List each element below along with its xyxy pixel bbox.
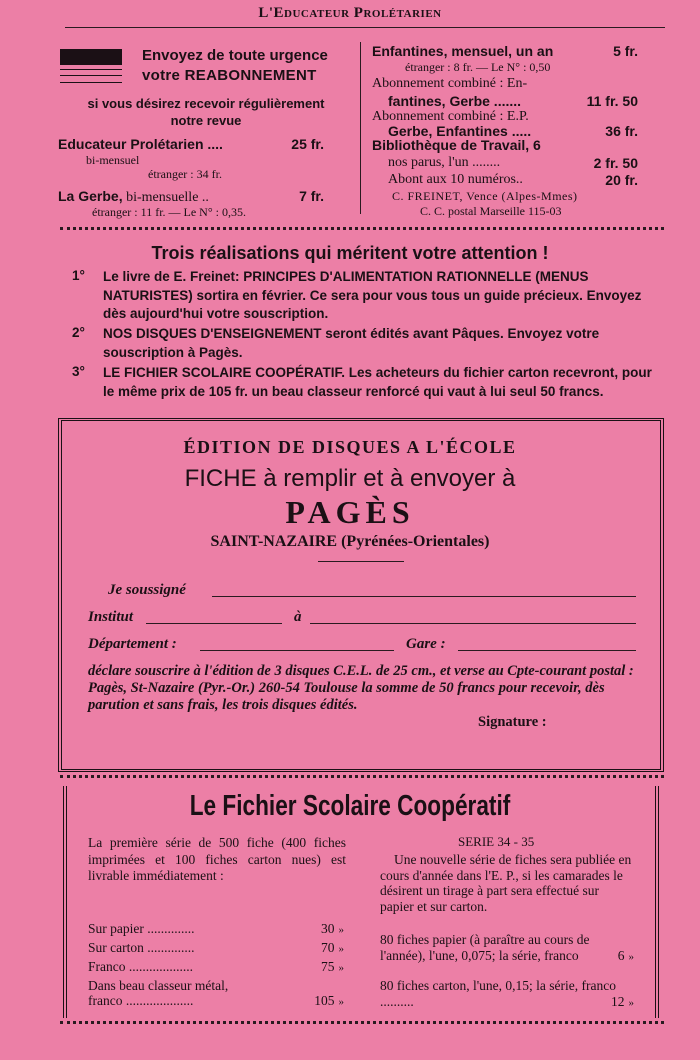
bibliotheque-line-a: Bibliothèque de Travail, 6 [372, 137, 541, 153]
institut-label: Institut [88, 609, 134, 625]
freinet-address: C. FREINET, Vence (Alpes-Mmes) [392, 189, 578, 203]
institut-field[interactable] [146, 623, 282, 624]
papier-series-text: 80 fiches papier (à paraître au cours de l'année), l'une, 0,075; la série, franco [380, 932, 590, 963]
fichier-price-classeur [88, 993, 344, 1009]
a-label: à [294, 609, 302, 625]
realisation-1-number: 1° [72, 268, 85, 283]
realisation-2-number: 2° [72, 325, 85, 340]
serie-label: SERIE 34 - 35 [458, 834, 535, 849]
header-rule [65, 27, 665, 28]
combo-1-text-a: Abonnement combiné : En- [372, 76, 528, 91]
realisation-3-number: 3° [72, 364, 85, 379]
carton-label: Sur carton .............. [88, 940, 195, 955]
fichier-right-border [655, 786, 659, 1018]
fichier-intro: La première série de 500 fiche (400 fiches imprimées et 100 fiches carton nues) est livrable immédiatement : [88, 835, 346, 883]
fichier-title: Le Fichier Scolaire Coopératif [189, 790, 511, 822]
signature-label: Signature : [478, 714, 547, 730]
enfantines-price: 5 fr. [613, 43, 638, 59]
papier-label: Sur papier .............. [88, 921, 195, 936]
price-row-educateur [58, 136, 324, 152]
gerbe-price: 7 fr. [299, 188, 324, 204]
carton-series-text: 80 fiches carton, l'une, 0,15; la série, franco .......... [380, 978, 616, 1009]
soussigne-field[interactable] [212, 596, 636, 597]
combo-1-line-a [372, 76, 638, 92]
fichier-price-franco [88, 959, 344, 975]
educateur-label: Educateur Prolétarien .... [58, 136, 223, 152]
bibliotheque-subscription-label: Abont aux 10 numéros.. [388, 172, 523, 187]
dotted-separator [60, 775, 664, 778]
educateur-price: 25 fr. [291, 136, 324, 152]
price-row-gerbe [58, 188, 324, 206]
gerbe-label-rest: bi-mensuelle .. [122, 190, 209, 205]
papier-series-offer [380, 932, 634, 965]
realisations-title: Trois réalisations qui méritent votre attention ! [151, 243, 549, 263]
enfantines-foreign-price: étranger : 8 fr. — Le N° : 0,50 [405, 60, 551, 74]
papier-price: 30 [321, 921, 335, 936]
papier-series-price: 6 [617, 947, 625, 963]
combo-1-price: 11 fr. 50 [586, 93, 638, 109]
fiche-instruction: FICHE à remplir et à envoyer à [184, 465, 516, 492]
reabonnement-line-4: notre revue [170, 113, 242, 128]
combo-2-text-a: Abonnement combiné : E.P. [372, 109, 529, 124]
classeur-price: 105 [314, 993, 335, 1008]
franco-price: 75 [321, 959, 335, 974]
reabonnement-line-2: votre REABONNEMENT [142, 67, 317, 84]
educateur-foreign-price: étranger : 34 fr. [148, 167, 222, 181]
classeur-label-b: franco .................... [88, 993, 194, 1008]
realisation-1-text: Le livre de E. Freinet: PRINCIPES D'ALIMENTATION RATIONNELLE (MENUS NATURISTES) sortira en février. Ce sera pour vous tous un guide précieux. Envoyez dès aujourd'hui votre souscription. [103, 269, 642, 321]
page-header-title: L'Educateur Prolétarien [258, 5, 442, 21]
reabonnement-line-3: si vous désirez recevoir régulièrement [87, 96, 325, 111]
franco-label: Franco ................... [88, 959, 193, 974]
dotted-separator [60, 227, 664, 230]
educateur-frequency: bi-mensuel [86, 153, 140, 167]
carton-series-price: 12 [611, 993, 625, 1009]
dotted-separator [60, 1021, 664, 1024]
column-divider [360, 42, 361, 214]
fichier-left-border [63, 786, 67, 1018]
disques-title: ÉDITION DE DISQUES A L'ÉCOLE [183, 437, 517, 457]
soussigne-label: Je soussigné [108, 582, 186, 598]
classeur-label-a: Dans beau classeur métal, [88, 978, 229, 993]
departement-label: Département : [88, 636, 177, 652]
price-row-bibliotheque-issue [388, 155, 638, 171]
quote-mark: » [628, 950, 634, 963]
combo-2-text-b: Gerbe, Enfantines ..... [388, 123, 532, 139]
combo-2-price: 36 fr. [605, 123, 638, 139]
quote-mark: » [338, 962, 344, 974]
enfantines-label: Enfantines, mensuel, un an [372, 43, 554, 59]
postal-account: C. C. postal Marseille 115-03 [420, 204, 562, 218]
black-bar-ornament [60, 49, 122, 65]
realisation-2-text: NOS DISQUES D'ENSEIGNEMENT seront édités avant Pâques. Envoyez votre souscription à Pagès. [103, 326, 600, 360]
reabonnement-line-1: Envoyez de toute urgence [142, 47, 328, 64]
bibliotheque-issue-label: nos parus, l'un ........ [388, 155, 501, 170]
combo-1-text-b: fantines, Gerbe ....... [388, 93, 522, 109]
gerbe-foreign-price: étranger : 11 fr. — Le N° : 0,35. [92, 205, 246, 219]
carton-price: 70 [321, 940, 335, 955]
price-row-combo-1 [388, 93, 638, 109]
saint-nazaire-address: SAINT-NAZAIRE (Pyrénées-Orientales) [210, 533, 490, 550]
price-row-bibliotheque-subscription [388, 172, 638, 188]
gerbe-label-bold: La Gerbe, [58, 188, 123, 204]
new-series-text: Une nouvelle série de fiches sera publiée en cours d'année dans l'E. P., si les camarades le désirent un tirage à part sera effectué sur papier et sur carton. [380, 852, 632, 914]
gare-label: Gare : [406, 636, 446, 652]
bibliotheque-issue-price: 2 fr. 50 [593, 155, 638, 171]
realisation-3-text: LE FICHIER SCOLAIRE COOPÉRATIF. Les acheteurs du fichier carton recevront, pour le même prix de 105 fr. un beau classeur renforcé qui vaut à lui seul 50 francs. [103, 365, 652, 399]
departement-field[interactable] [200, 650, 394, 651]
quote-mark: » [338, 996, 344, 1008]
address-underline [318, 561, 404, 562]
gare-field[interactable] [458, 650, 636, 651]
quote-mark: » [338, 943, 344, 955]
commune-field[interactable] [310, 623, 636, 624]
quote-mark: » [628, 996, 634, 1009]
line-ornament [60, 69, 122, 83]
fichier-price-papier [88, 921, 344, 937]
pages-name: PAGÈS [285, 494, 415, 530]
fichier-price-carton [88, 940, 344, 956]
carton-series-offer [380, 978, 634, 1011]
quote-mark: » [338, 924, 344, 936]
price-row-enfantines [372, 43, 638, 59]
declaration-text: déclare souscrire à l'édition de 3 disques C.E.L. de 25 cm., et verse au Cpte-courant postal : Pagès, St-Nazaire (Pyr.-Or.) 260-54 Toulouse la somme de 50 francs pour recevoir, dès parution et sans frais, les trois disques édités. [88, 663, 634, 713]
bibliotheque-subscription-price: 20 fr. [605, 172, 638, 188]
